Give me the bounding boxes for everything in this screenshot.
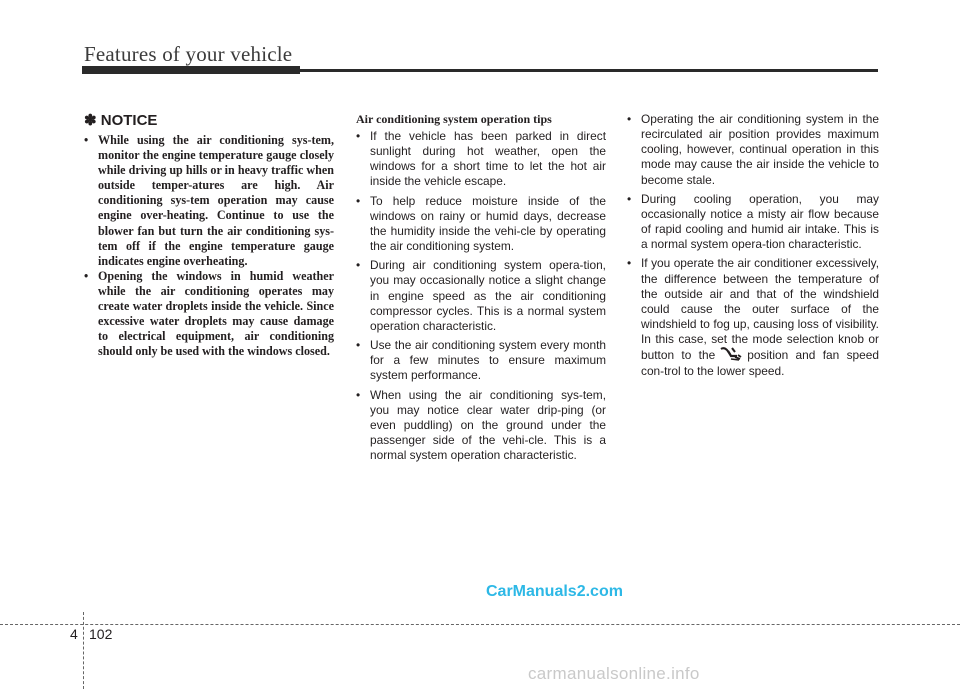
notice-item: • Opening the windows in humid weather while the air conditioning operates may create water droplets inside the vehicle. Since excessive water droplets may cause damage to electrical equipment, air conditioning should only be used with the windows closed.: [84, 268, 334, 359]
tips-list: [356, 129, 606, 463]
watermark-carmanualsonline: carmanualsonline.info: [528, 664, 700, 683]
tips-column-continued: [627, 112, 879, 383]
floor-mode-icon: [719, 347, 743, 361]
tip-item: • Use the air conditioning system every month for a few minutes to ensure maximum system performance.: [356, 338, 606, 383]
notice-symbol-icon: ✽: [84, 112, 97, 129]
notice-list: [84, 133, 334, 359]
footer-vertical-divider: [83, 612, 84, 689]
tip-item: • To help reduce moisture inside of the windows on rainy or humid days, decrease the humidity inside the vehi-cle by operating the air conditioning system.: [356, 193, 606, 254]
page-number: 102: [89, 626, 113, 642]
notice-item: • While using the air conditioning sys-tem, monitor the engine temperature gauge closely while driving up hills or in heavy traffic when outside temper-atures are high. Air conditioning sys-tem operation may cause engine over-heating. Continue to use the blower fan but turn the air conditioning sys-tem off if the engine temperature gauge indicates engine overheating.: [84, 133, 334, 268]
tips-heading: Air conditioning system operation tips: [356, 112, 552, 126]
header-rule-thick: [82, 66, 300, 74]
tips-list-continued: [627, 112, 879, 379]
tip-item: • If you operate the air conditioner excessively, the difference between the temperature of the outside air and that of the windshield could cause the outer surface of the windshield to fog up, causing loss of visibility. In this case, set the mode selection knob or button to the position and fan speed con-trol to the lower speed.: [627, 256, 879, 378]
notice-heading: [84, 112, 334, 130]
notice-column: [84, 112, 334, 359]
footer-divider: [0, 624, 960, 625]
tip-item: • If the vehicle has been parked in direct sunlight during hot weather, open the windows for a short time to let the hot air inside the vehicle escape.: [356, 129, 606, 189]
page-header-title: Features of your vehicle: [84, 42, 293, 66]
header-rule-thin: [300, 69, 878, 72]
tips-column: [356, 112, 606, 467]
notice-title: NOTICE: [100, 112, 158, 129]
tip-item: • During cooling operation, you may occasionally notice a misty air flow because of rapid cooling and humid air intake. This is a normal system opera-tion characteristic.: [627, 191, 879, 252]
watermark-carmanuals2: CarManuals2.com: [486, 583, 623, 600]
chapter-number: 4: [70, 626, 78, 642]
tip-item: • During air conditioning system opera-tion, you may occasionally notice a slight change in engine speed as the air conditioning compressor cycles. This is a normal system operation characteristic.: [356, 258, 606, 333]
tip-item: • When using the air conditioning sys-tem, you may notice clear water drip-ping (or even puddling) on the ground under the passenger side of the vehi-cle. This is a normal system operation characteristic.: [356, 387, 606, 463]
tip-item: • Operating the air conditioning system in the recirculated air position provides maximum cooling, however, continual operation in this mode may cause the air inside the vehicle to become stale.: [627, 112, 879, 187]
